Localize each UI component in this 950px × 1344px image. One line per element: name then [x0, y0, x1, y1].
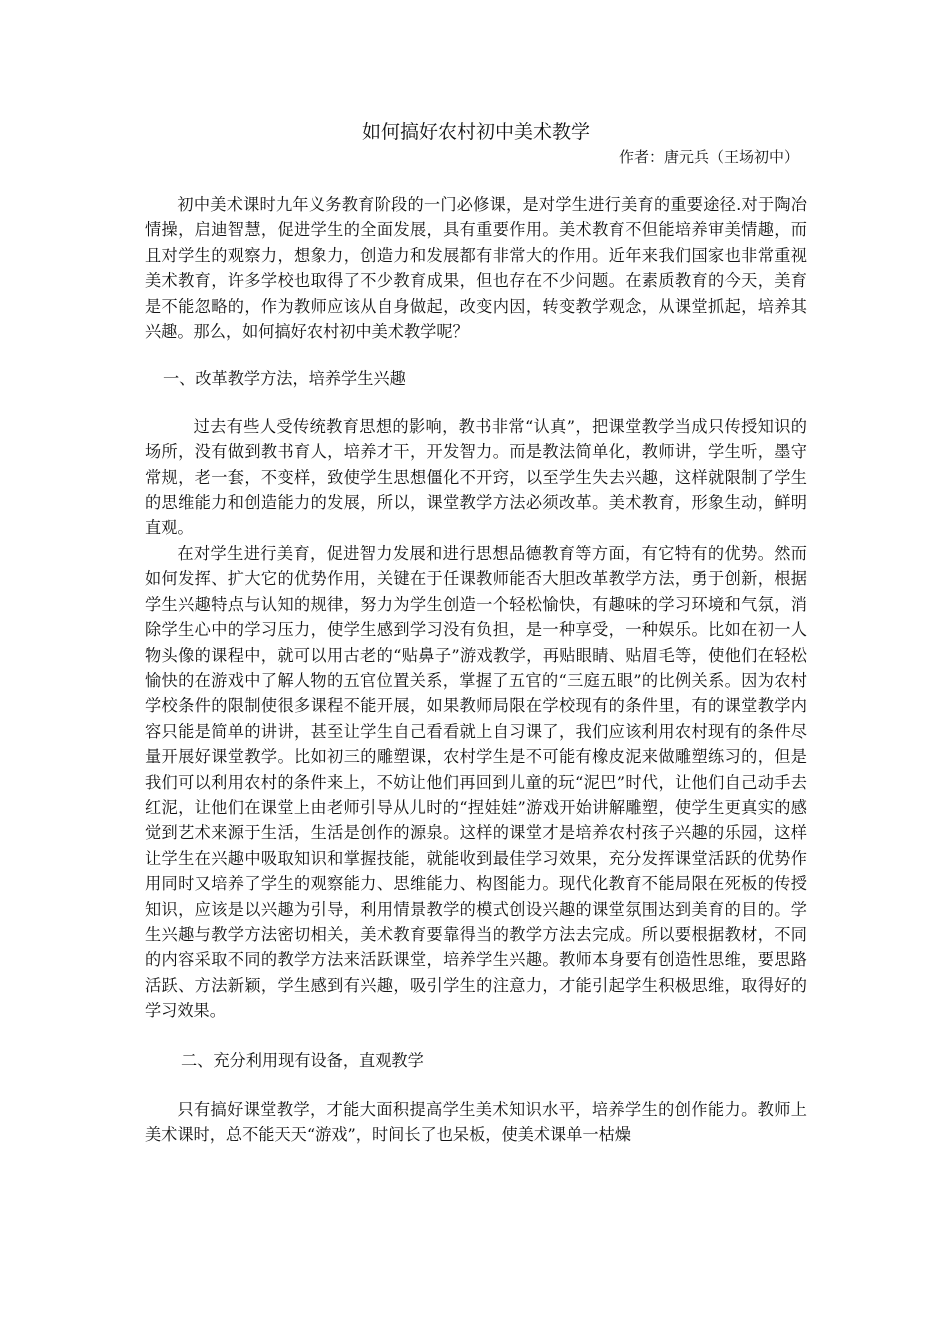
section-2-paragraph-1: 只有搞好课堂教学，才能大面积提高学生美术知识水平，培养学生的创作能力。教师上美术课时，总不能天天“游戏”，时间长了也呆板，使美术课单一枯燥: [145, 1100, 807, 1145]
document-title: 如何搞好农村初中美术教学: [361, 121, 590, 143]
author-line: 作者：唐元兵（王场初中）: [618, 148, 799, 166]
section-1-paragraph-2: 在对学生进行美育，促进智力发展和进行思想品德教育等方面，有它特有的优势。然而如何发挥、扩大它的优势作用，关键在于任课教师能否大胆改革教学方法，勇于创新，根据学生兴趣特点与认知的规律，努力为学生创造一个轻松愉快，有趣味的学习环境和气氛，消除学生心中的学习压力，使学生感到学习没有负担，是一种享受，一种娱乐。比如在初一人物头像的课程中，就可以用古老的“贴鼻子”游戏教学，再贴眼睛、贴眉毛等，使他们在轻松愉快的在游戏中了解人物的五官位置关系，掌握了五官的“三庭五眼”的比例关系。因为农村学校条件的限制使很多课程不能开展，如果教师局限在学校现有的条件里，有的课堂教学内容只能是简单的讲讲，甚至让学生自己看看就上自习课了，我们应该利用农村现有的条件尽量开展好课堂教学。比如初三的雕塑课，农村学生是不可能有橡皮泥来做雕塑练习的，但是我们可以利用农村的条件来上，不妨让他们再回到儿童的玩“泥巴”时代，让他们自己动手去红泥，让他们在课堂上由老师引导从儿时的“捏娃娃”游戏开始讲解雕塑，使学生更真实的感觉到艺术来源于生活，生活是创作的源泉。这样的课堂才是培养农村孩子兴趣的乐园，这样让学生在兴趣中吸取知识和掌握技能，就能收到最佳学习效果，充分发挥课堂活跃的优势作用同时又培养了学生的观察能力、思维能力、构图能力。现代化教育不能局限在死板的传授知识，应该是以兴趣为引导，利用情景教学的模式创设兴趣的课堂氛围达到美育的目的。学生兴趣与教学方法密切相关，美术教育要靠得当的教学方法去完成。所以要根据教材，不同的内容采取不同的教学方法来活跃课堂，培养学生兴趣。教师本身要有创造性思维，要思路活跃、方法新颖，学生感到有兴趣，吸引学生的注意力，才能引起学生积极思维，取得好的学习效果。: [145, 543, 807, 1021]
section-heading-2: 二、充分利用现有设备，直观教学: [181, 1050, 424, 1070]
section-1-paragraph-1: 过去有些人受传统教育思想的影响，教书非常“认真”，把课堂教学当成只传授知识的场所，没有做到教书育人，培养才干，开发智力。而是教法简单化，教师讲，学生听，墨守常规，老一套，不变样，致使学生思想僵化不开窍，以至学生失去兴趣，这样就限制了学生的思维能力和创造能力的发展，所以，课堂教学方法必须改革。美术教育，形象生动，鲜明直观。: [145, 416, 807, 538]
section-heading-1: 一、改革教学方法，培养学生兴趣: [163, 369, 406, 389]
intro-paragraph: 初中美术课时九年义务教育阶段的一门必修课，是对学生进行美育的重要途径.对于陶冶情操，启迪智慧，促进学生的全面发展，具有重要作用。美术教育不但能培养审美情趣，而且对学生的观察力，想象力，创造力和发展都有非常大的作用。近年来我们国家也非常重视美术教育，许多学校也取得了不少教育成果，但也存在不少问题。在素质教育的今天，美育是不能忽略的，作为教师应该从自身做起，改变内因，转变教学观念，从课堂抓起，培养其兴趣。那么，如何搞好农村初中美术教学呢？: [145, 195, 807, 342]
document-page: [145, 118, 807, 1148]
